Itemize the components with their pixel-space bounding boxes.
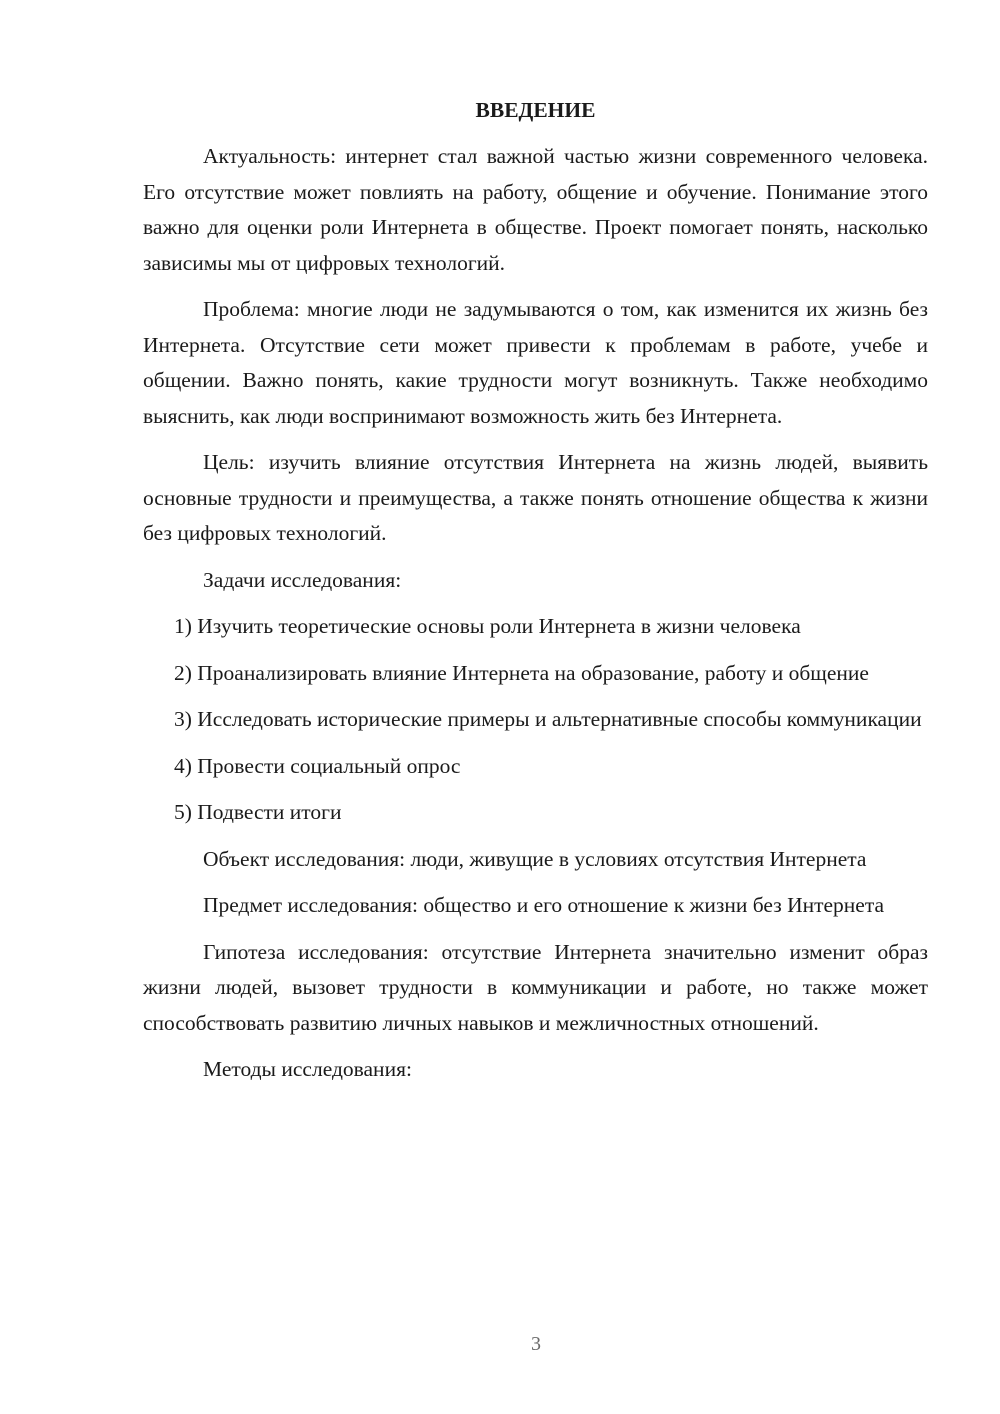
object-paragraph: Объект исследования: люди, живущие в условиях отсутствия Интернета (203, 846, 867, 871)
task-item: 5) Подвести итоги (174, 800, 342, 824)
problem-paragraph: Проблема: многие люди не задумываются о том, как изменится их жизнь без Интернета. Отсутствие сети может привести к проблемам в работе, учебе и общении. Важно понять, какие трудности могут возникнуть. Также необходимо выяснить, как люди воспринимают возможность жить без Интернета. (143, 297, 928, 428)
subject-paragraph: Предмет исследования: общество и его отношение к жизни без Интернета (203, 893, 885, 917)
task-item: 3) Исследовать исторические примеры и альтернативные способы коммуникации (174, 707, 922, 731)
task-item: 2) Проанализировать влияние Интернета на образование, работу и общение (174, 660, 869, 685)
page-content (143, 94, 928, 1099)
goal-paragraph: Цель: изучить влияние отсутствия Интернета на жизнь людей, выявить основные трудности и преимущества, а также понять отношение общества к жизни без цифровых технологий. (143, 450, 928, 545)
relevance-paragraph: Актуальность: интернет стал важной частью жизни современного человека. Его отсутствие может повлиять на работу, общение и обучение. Понимание этого важно для оценки роли Интернета в обществе. Проект помогает понять, насколько зависимы мы от цифровых технологий. (143, 144, 928, 275)
task-item: 4) Провести социальный опрос (174, 753, 461, 778)
tasks-heading: Задачи исследования: (203, 567, 402, 592)
page-number: 3 (531, 1333, 541, 1355)
methods-heading: Методы исследования: (203, 1057, 412, 1081)
hypothesis-paragraph: Гипотеза исследования: отсутствие Интернета значительно изменит образ жизни людей, вызовет трудности в коммуникации и работе, но также может способствовать развитию личных навыков и межличностных отношений. (143, 939, 928, 1035)
section-title: ВВЕДЕНИЕ (475, 98, 596, 122)
task-item: 1) Изучить теоретические основы роли Интернета в жизни человека (174, 614, 801, 638)
